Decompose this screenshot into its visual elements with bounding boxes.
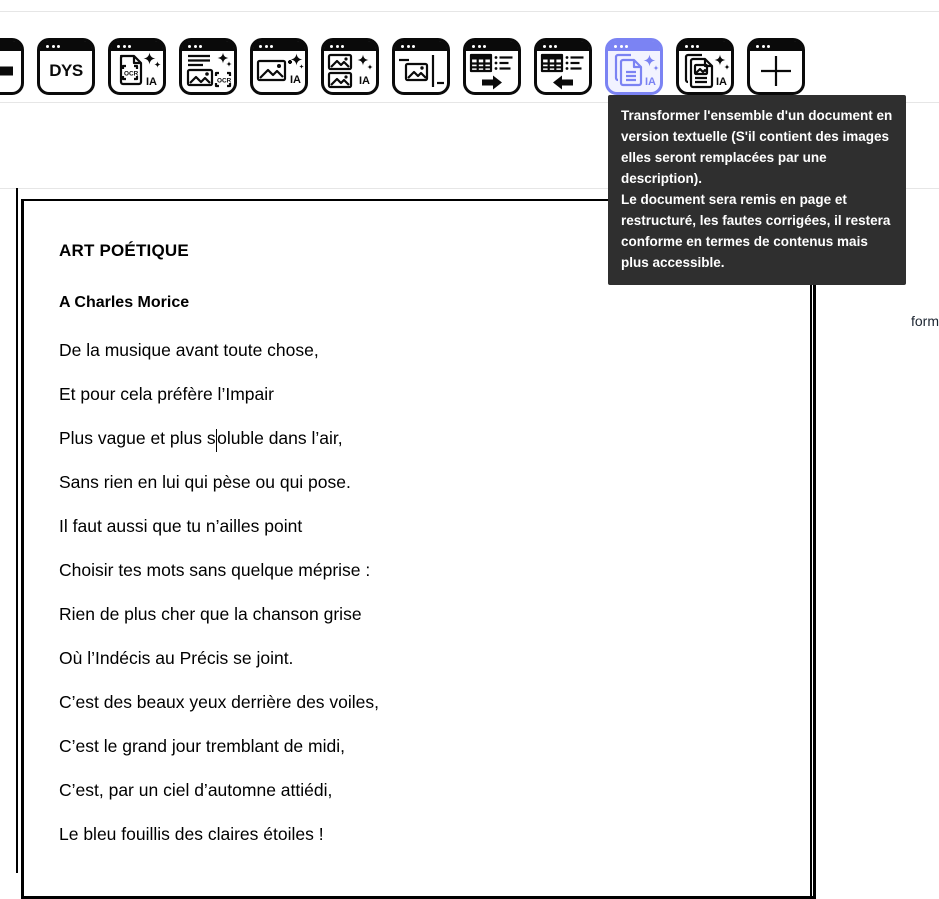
page-inner-edge (810, 201, 812, 896)
app-icon-toolbar (0, 38, 805, 95)
dys-label: DYS (49, 61, 82, 81)
table-to-list-icon[interactable] (463, 38, 521, 95)
text-image-ocr-icon[interactable] (179, 38, 237, 95)
back-icon[interactable] (0, 38, 24, 95)
ia-label: IA (146, 76, 157, 88)
image-ia-icon[interactable] (250, 38, 308, 95)
clipped-format-label[interactable]: form (911, 304, 939, 337)
poem-line: C’est des beaux yeux derrière des voiles, (59, 692, 753, 712)
poem-line: Sans rien en lui qui pèse ou qui pose. (59, 472, 753, 492)
ocr-label: OCR (217, 78, 232, 85)
image-margins-icon[interactable] (392, 38, 450, 95)
document-image-ia-icon[interactable] (676, 38, 734, 95)
tooltip-paragraph: Transformer l'ensemble d'un document en version textuelle (S'il contient des images elles seront remplacées par une description). (621, 105, 893, 189)
poem-line: C’est, par un ciel d’automne attiédi, (59, 780, 753, 800)
document-page[interactable] (21, 199, 816, 899)
document-title: ART POÉTIQUE (59, 241, 753, 261)
ia-label: IA (359, 75, 370, 87)
poem-line: Il faut aussi que tu n’ailles point (59, 516, 753, 536)
ia-label: IA (645, 76, 656, 88)
poem-line: De la musique avant toute chose, (59, 340, 753, 360)
tooltip-transform-document (608, 95, 906, 285)
poem-line: Rien de plus cher que la chanson grise (59, 604, 753, 624)
add-icon[interactable] (747, 38, 805, 95)
top-divider (0, 11, 939, 12)
tooltip-paragraph: Le document sera remis en page et restructuré, les fautes corrigées, il restera conforme en termes de contenus mais plus accessible. (621, 189, 893, 273)
ia-label: IA (716, 76, 727, 88)
ocr-label: OCR (124, 71, 139, 78)
poem-line: Où l’Indécis au Précis se joint. (59, 648, 753, 668)
poem-line: Le bleu fouillis des claires étoiles ! (59, 824, 753, 844)
document-dedication: A Charles Morice (59, 294, 753, 312)
ia-label: IA (290, 74, 301, 86)
dys-mode-icon[interactable] (37, 38, 95, 95)
poem-line: Et pour cela préfère l’Impair (59, 384, 753, 404)
canvas-left-edge (16, 188, 18, 873)
images-ia-icon[interactable] (321, 38, 379, 95)
poem-line: Choisir tes mots sans quelque méprise : (59, 560, 753, 580)
document-to-text-ia-icon[interactable] (605, 38, 663, 95)
document-ocr-ia-icon[interactable] (108, 38, 166, 95)
list-to-table-icon[interactable] (534, 38, 592, 95)
poem-line-with-caret: Plus vague et plus soluble dans l’air, (59, 428, 753, 448)
poem-line: C’est le grand jour tremblant de midi, (59, 736, 753, 756)
